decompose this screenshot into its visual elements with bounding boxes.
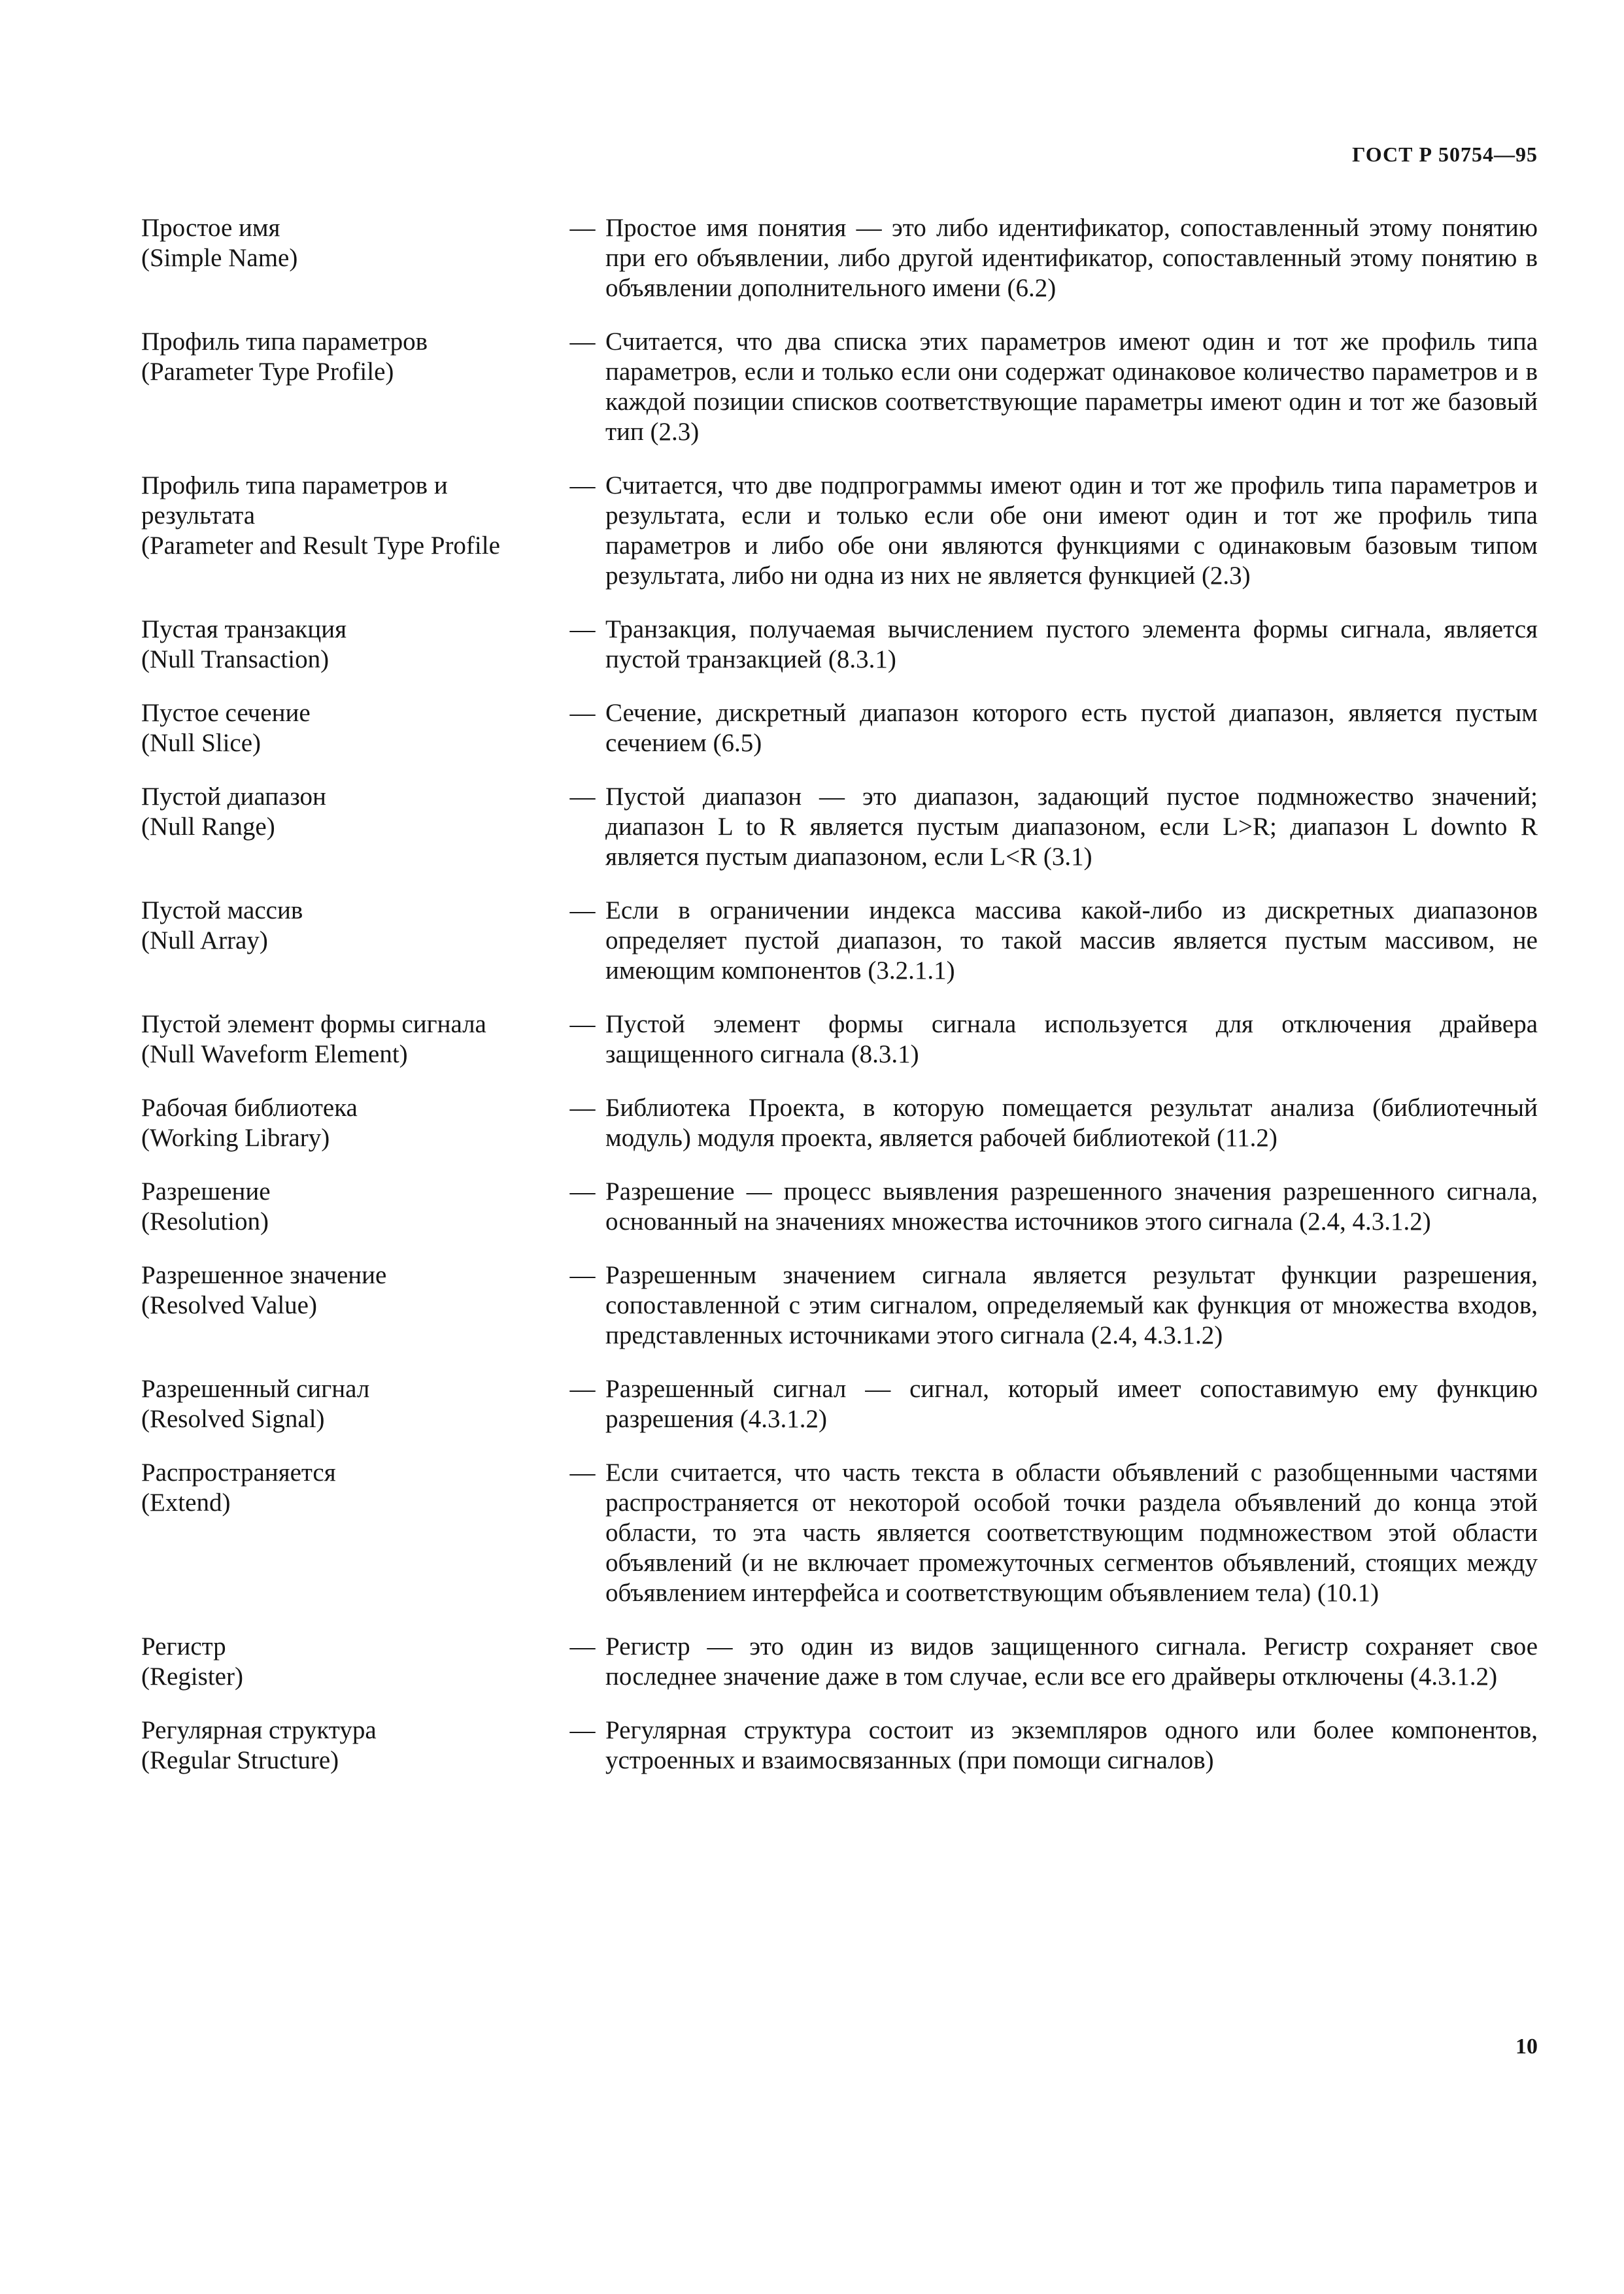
term-english: (Null Slice)	[141, 729, 262, 757]
glossary-entry	[141, 1715, 1538, 1776]
term-definition: Транзакция, получаемая вычислением пустого элемента формы сигнала, является пустой транзакцией (8.3.1)	[605, 615, 1538, 673]
glossary-entry	[141, 1260, 1538, 1351]
glossary-entry	[141, 1374, 1538, 1434]
term-russian: Разрешение	[141, 1177, 271, 1206]
glossary-entry	[141, 698, 1538, 758]
glossary-entry	[141, 471, 1538, 591]
dash-separator: —	[569, 1716, 596, 1744]
glossary-entry	[141, 896, 1538, 986]
term-english: (Null Range)	[141, 813, 275, 841]
dash-separator: —	[569, 328, 596, 356]
term-definition: Сечение, дискретный диапазон которого есть пустой диапазон, является пустым сечением (6.5)	[605, 699, 1538, 757]
glossary-term	[141, 782, 560, 842]
dash-separator: —	[569, 1459, 596, 1487]
term-russian: Пустой диапазон	[141, 783, 326, 811]
glossary-term	[141, 896, 560, 956]
term-russian: Простое имя	[141, 214, 280, 242]
term-russian: Пустой элемент формы сигнала	[141, 1010, 486, 1038]
dash-separator: —	[569, 896, 596, 924]
glossary-term	[141, 327, 560, 387]
glossary-term	[141, 1715, 560, 1776]
term-definition: Если считается, что часть текста в области объявлений с разобщенными частями распространяется от некоторой особой точки раздела объявлений до конца этой области, то эта часть является соответствующим подмножеством этой области объявлений (и не включает промежуточных сегментов объявлений, стоящих между объявлением интерфейса и соответствующим объявлением тела) (10.1)	[605, 1459, 1538, 1607]
term-definition: Пустой диапазон — это диапазон, задающий пустое подмножество значений; диапазон L to R является пустым диапазоном, если L>R; диапазон L downto R является пустым диапазоном, если L<R (3.1)	[605, 783, 1538, 871]
dash-separator: —	[569, 783, 596, 811]
page-number: 10	[1515, 2034, 1538, 2059]
term-russian: Пустое сечение	[141, 699, 311, 727]
glossary-term	[141, 1632, 560, 1692]
term-russian: Рабочая библиотека	[141, 1094, 358, 1122]
term-russian: Профиль типа параметров и результата	[141, 471, 448, 530]
term-definition: Регистр — это один из видов защищенного сигнала. Регистр сохраняет свое последнее значение даже в том случае, если все его драйверы отключены (4.3.1.2)	[605, 1632, 1538, 1691]
term-english: (Simple Name)	[141, 244, 298, 272]
dash-separator: —	[569, 1010, 596, 1038]
term-russian: Разрешенный сигнал	[141, 1375, 370, 1403]
dash-separator: —	[569, 1177, 596, 1206]
dash-separator: —	[569, 471, 596, 499]
glossary-term	[141, 1177, 560, 1237]
glossary-list	[141, 213, 1538, 1799]
glossary-term	[141, 1093, 560, 1153]
term-definition: Простое имя понятия — это либо идентификатор, сопоставленный этому понятию при его объявлении, либо другой идентификатор, сопоставленный этому понятию в объявлении дополнительного имени (6.2)	[605, 214, 1538, 302]
glossary-entry	[141, 1632, 1538, 1692]
glossary-term	[141, 698, 560, 758]
glossary-term	[141, 471, 560, 561]
term-english: (Regular Structure)	[141, 1746, 339, 1774]
glossary-entry	[141, 327, 1538, 447]
term-russian: Регулярная структура	[141, 1716, 377, 1744]
term-definition: Пустой элемент формы сигнала используется для отключения драйвера защищенного сигнала (8.3.1)	[605, 1010, 1538, 1068]
term-russian: Разрешенное значение	[141, 1261, 387, 1289]
glossary-term	[141, 1009, 560, 1070]
term-russian: Пустой массив	[141, 896, 303, 924]
glossary-term	[141, 1260, 560, 1321]
term-english: (Null Waveform Element)	[141, 1040, 408, 1068]
term-english: (Register)	[141, 1662, 243, 1691]
dash-separator: —	[569, 1094, 596, 1122]
term-definition: Разрешение — процесс выявления разрешенного значения разрешенного сигнала, основанный на значениях множества источников этого сигнала (2.4, 4.3.1.2)	[605, 1177, 1538, 1236]
term-russian: Профиль типа параметров	[141, 328, 428, 356]
glossary-entry	[141, 1177, 1538, 1237]
glossary-entry	[141, 782, 1538, 872]
term-definition: Считается, что два списка этих параметров имеют один и тот же профиль типа параметров, если и только если они содержат одинаковое количество параметров и в каждой позиции списков соответствующие параметры имеют один и тот же базовый тип (2.3)	[605, 328, 1538, 446]
dash-separator: —	[569, 699, 596, 727]
document-header: ГОСТ Р 50754—95	[1352, 143, 1538, 166]
term-russian: Распространяется	[141, 1459, 336, 1487]
dash-separator: —	[569, 1261, 596, 1289]
dash-separator: —	[569, 1632, 596, 1661]
term-definition: Считается, что две подпрограммы имеют один и тот же профиль типа параметров и результата, если и только если обе они имеют один и тот же профиль типа параметров и либо обе они являются функциями с одинаковым базовым типом результата, либо ни одна из них не является функцией (2.3)	[605, 471, 1538, 590]
term-english: (Null Array)	[141, 926, 268, 954]
term-definition: Регулярная структура состоит из экземпляров одного или более компонентов, устроенных и взаимосвязанных (при помощи сигналов)	[605, 1716, 1538, 1774]
glossary-entry	[141, 1009, 1538, 1070]
term-english: (Resolved Value)	[141, 1291, 317, 1319]
glossary-term	[141, 615, 560, 675]
term-english: (Resolution)	[141, 1207, 269, 1236]
dash-separator: —	[569, 1375, 596, 1403]
glossary-entry	[141, 1093, 1538, 1153]
term-definition: Разрешенный сигнал — сигнал, который имеет сопоставимую ему функцию разрешения (4.3.1.2)	[605, 1375, 1538, 1433]
term-definition: Разрешенным значением сигнала является результат функции разрешения, сопоставленной с этим сигналом, определяемый как функция от множества входов, представленных источниками этого сигнала (2.4, 4.3.1.2)	[605, 1261, 1538, 1349]
term-english: (Parameter and Result Type Profile	[141, 531, 500, 560]
glossary-term	[141, 1374, 560, 1434]
term-english: (Null Transaction)	[141, 645, 330, 673]
term-definition: Библиотека Проекта, в которую помещается результат анализа (библиотечный модуль) модуля проекта, является рабочей библиотекой (11.2)	[605, 1094, 1538, 1152]
term-english: (Parameter Type Profile)	[141, 358, 394, 386]
glossary-entry	[141, 1458, 1538, 1608]
term-english: (Extend)	[141, 1489, 231, 1517]
term-russian: Пустая транзакция	[141, 615, 347, 643]
glossary-entry	[141, 615, 1538, 675]
term-definition: Если в ограничении индекса массива какой-либо из дискретных диапазонов определяет пустой диапазон, то такой массив является пустым массивом, не имеющим компонентов (3.2.1.1)	[605, 896, 1538, 985]
term-russian: Регистр	[141, 1632, 226, 1661]
term-english: (Resolved Signal)	[141, 1405, 325, 1433]
glossary-term	[141, 213, 560, 273]
glossary-term	[141, 1458, 560, 1518]
term-english: (Working Library)	[141, 1124, 330, 1152]
dash-separator: —	[569, 615, 596, 643]
glossary-entry	[141, 213, 1538, 303]
dash-separator: —	[569, 214, 596, 242]
